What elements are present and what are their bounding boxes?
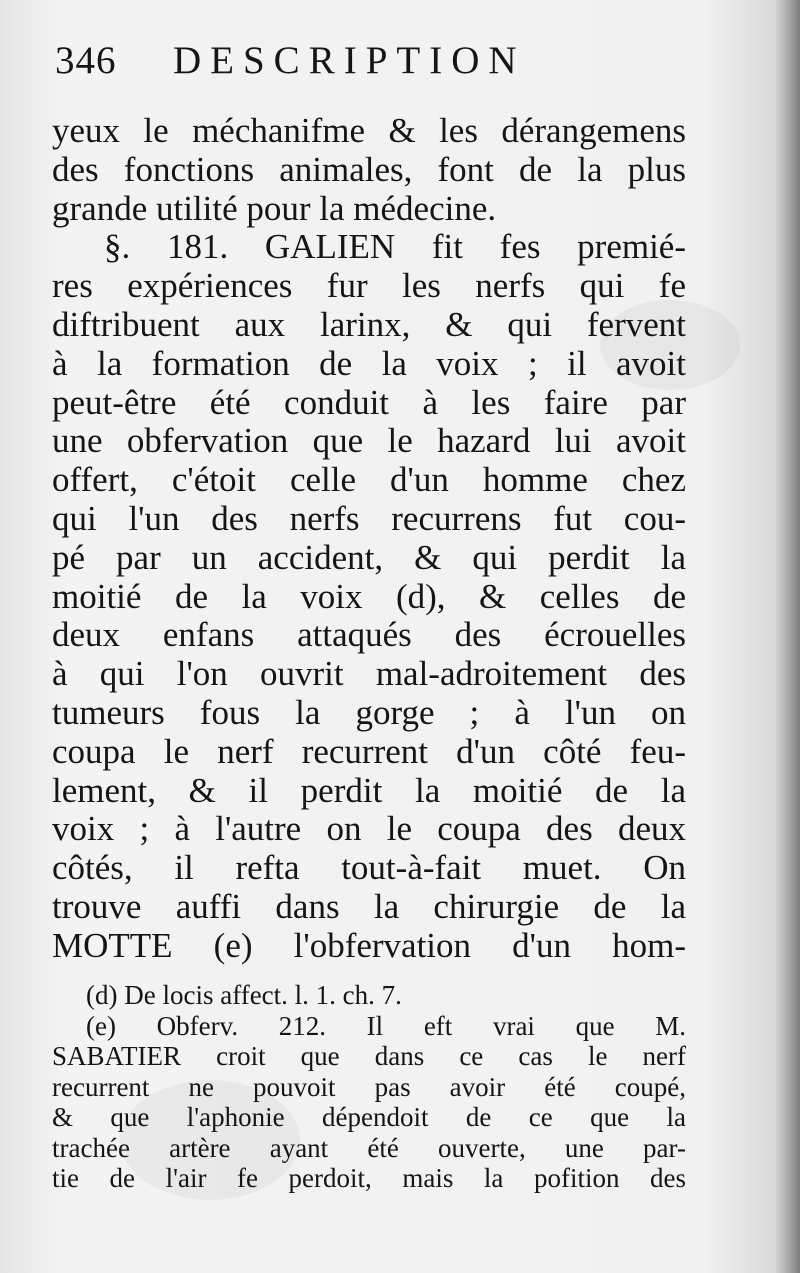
footnote-d: (d) De locis affect. l. 1. ch. 7. (86, 980, 402, 1010)
footnote-e: (e) Obferv. 212. Il eft vrai que M. (86, 1010, 686, 1041)
text-line: yeux le méchanifme & les dérangemens (52, 112, 686, 150)
text-line: deux enfans attaqués des écrouelles (52, 616, 686, 655)
running-head: DESCRIPTION (173, 39, 526, 82)
main-text (52, 112, 686, 966)
text-line: res expériences fur les nerfs qui fe (52, 267, 686, 306)
text-line: moitié de la voix (d), & celles de (52, 577, 686, 616)
footnotes (52, 980, 686, 1194)
footnote-line: recurrent ne pouvoit pas avoir été coupé, (52, 1071, 686, 1102)
text-line: MOTTE (e) l'obfervation d'un hom- (52, 926, 686, 965)
text-line: pé par un accident, & qui perdit la (52, 538, 686, 577)
page-header (55, 38, 615, 98)
text-line: une obfervation que le hazard lui avoit (52, 422, 686, 461)
footnote-line: trachée artère ayant été ouverte, une par- (52, 1132, 686, 1163)
text-line: peut-être été conduit à les faire par (52, 383, 686, 422)
text-line: tumeurs fous la gorge ; à l'un on (52, 693, 686, 732)
page-number: 346 (55, 39, 117, 82)
text-line: à la formation de la voix ; il avoit (52, 344, 686, 383)
footnote-line: SABATIER croit que dans ce cas le nerf (52, 1041, 686, 1071)
text-line: coupa le nerf recurrent d'un côté feu- (52, 732, 686, 771)
footnote-line: & que l'aphonie dépendoit de ce que la (52, 1102, 686, 1132)
text-line: à qui l'on ouvrit mal-adroitement des (52, 655, 686, 694)
page-edge-shadow (774, 0, 800, 1273)
text-line: offert, c'étoit celle d'un homme chez (52, 461, 686, 500)
text-line: côtés, il refta tout-à-fait muet. On (52, 849, 686, 888)
text-line: des fonctions animales, font de la plus (52, 150, 686, 189)
text-line: diftribuent aux larinx, & qui fervent (52, 305, 686, 344)
paragraph-start-line: §. 181. GALIEN fit fes premié- (104, 228, 686, 267)
footnote-line: tie de l'air fe perdoit, mais la pofition des (52, 1163, 686, 1193)
text-line: grande utilité pour la médecine. (52, 189, 497, 228)
text-line: qui l'un des nerfs recurrens fut cou- (52, 499, 686, 538)
text-line: lement, & il perdit la moitié de la (52, 771, 686, 810)
text-line: voix ; à l'autre on le coupa des deux (52, 810, 686, 849)
text-line: trouve auffi dans la chirurgie de la (52, 887, 686, 926)
